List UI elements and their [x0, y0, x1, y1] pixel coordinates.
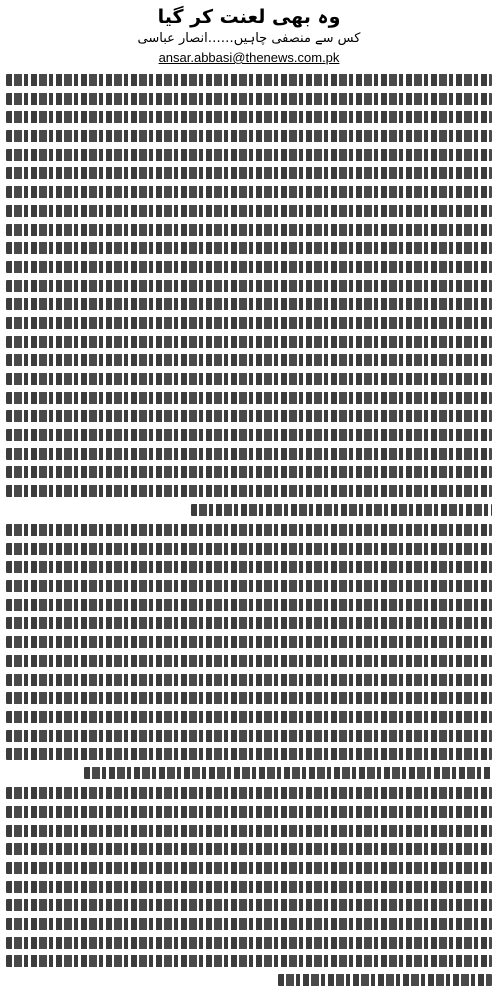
article-paragraph	[6, 74, 492, 516]
article-body	[6, 74, 492, 986]
article-paragraph	[6, 787, 492, 986]
article-headline: وہ بھی لعنت کر گیا	[157, 6, 341, 28]
author-email[interactable]: ansar.abbasi@thenews.com.pk	[158, 50, 340, 65]
article-paragraph	[6, 524, 492, 779]
article-byline: کس سے منصفی چاہیں……انصار عباسی	[137, 31, 361, 46]
